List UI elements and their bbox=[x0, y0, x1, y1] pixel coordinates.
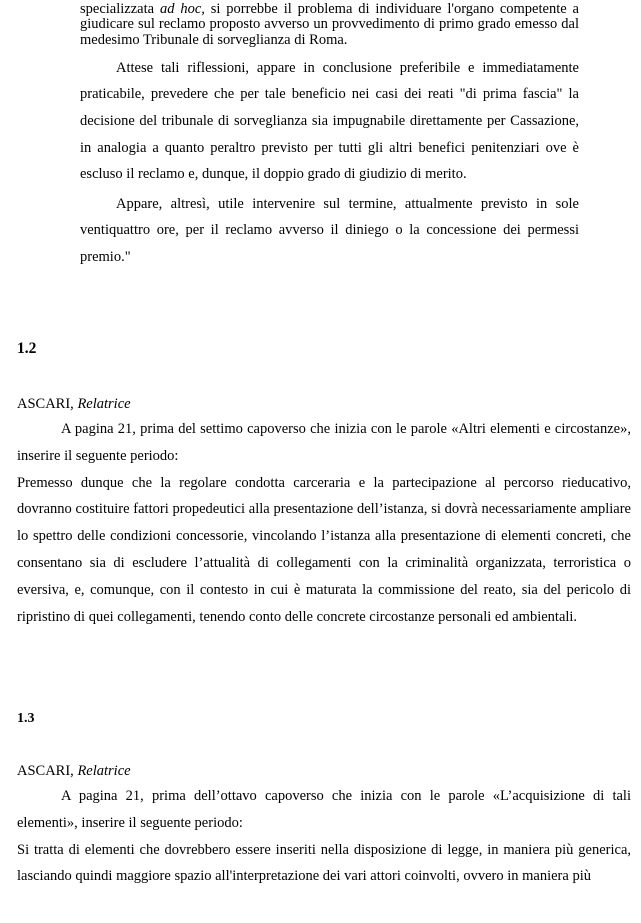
amendment-instruction: A pagina 21, prima dell’ottavo capoverso che inizia con le parole «L’acquisizione di tali elementi», inserire il seguente periodo: bbox=[17, 788, 631, 831]
author-line bbox=[17, 763, 631, 780]
amendment-instruction: A pagina 21, prima del settimo capoverso che inizia con le parole «Altri elementi e circostanze», inserire il seguente periodo: bbox=[17, 421, 631, 464]
section-1-2-body bbox=[17, 396, 631, 630]
author-name: ASCARI, bbox=[17, 763, 78, 779]
author-name: ASCARI, bbox=[17, 396, 78, 412]
quote-text: si porrebbe il problema di individuare l'organo competente a giudicare sul reclamo proposto avverso un provvedimento di primo grado emesso dal medesimo Tribunale di sorveglianza di Roma. bbox=[80, 1, 579, 48]
amendment-text: Premesso dunque che la regolare condotta carceraria e la partecipazione al percorso rieducativo, dovranno costituire fattori propedeutici alla presentazione dell’istanza, si dovrà necessariamente ampliare lo spettro delle condizioni concessorie, vincolando l’istanza alla presentazione di elementi concreti, che consentano sia di escludere l’attualità di collegamenti con la criminalità organizzata, terroristica o eversiva, e, comunque, con il contesto in cui è maturata la commissione del reato, sia del pericolo di ripristino di quei collegamenti, tenendo conto delle concrete circostanze personali ed ambientali. bbox=[17, 474, 631, 625]
section-number: 1.2 bbox=[17, 340, 37, 357]
author-role: Relatrice bbox=[77, 396, 131, 412]
quote-italic-text: ad hoc, bbox=[159, 1, 205, 17]
quote-paragraph-2: Attese tali riflessioni, appare in conclusione preferibile e immediatamente praticabile, prevedere che per tale beneficio nei casi dei reati "di prima fascia" la decisione del tribunale di sorveglianza sia impugnabile direttamente per Cassazione, in analogia a quanto peraltro previsto per tutti gli altri benefici penitenziari ove è escluso il reclamo e, dunque, il doppio grado di giudizio di merito. bbox=[80, 59, 579, 183]
quote-text: specializzata bbox=[80, 1, 160, 17]
amendment-text: Si tratta di elementi che dovrebbero essere inseriti nella disposizione di legge, in maniera più generica, lasciando quindi maggiore spazio all'interpretazione dei vari attori coinvolti, ovvero in maniera più bbox=[17, 841, 631, 885]
quote-paragraph-1 bbox=[80, 2, 579, 48]
section-heading-1-2 bbox=[17, 340, 641, 358]
author-role: Relatrice bbox=[77, 763, 131, 779]
author-line bbox=[17, 396, 631, 413]
quote-block bbox=[80, 2, 579, 271]
section-1-3-body bbox=[17, 763, 631, 890]
section-number: 1.3 bbox=[17, 711, 35, 726]
quote-paragraph-3: Appare, altresì, utile intervenire sul termine, attualmente previsto in sole ventiquattro ore, per il reclamo avverso il diniego o la concessione dei permessi premio." bbox=[80, 195, 579, 266]
section-heading-1-3 bbox=[17, 711, 641, 727]
